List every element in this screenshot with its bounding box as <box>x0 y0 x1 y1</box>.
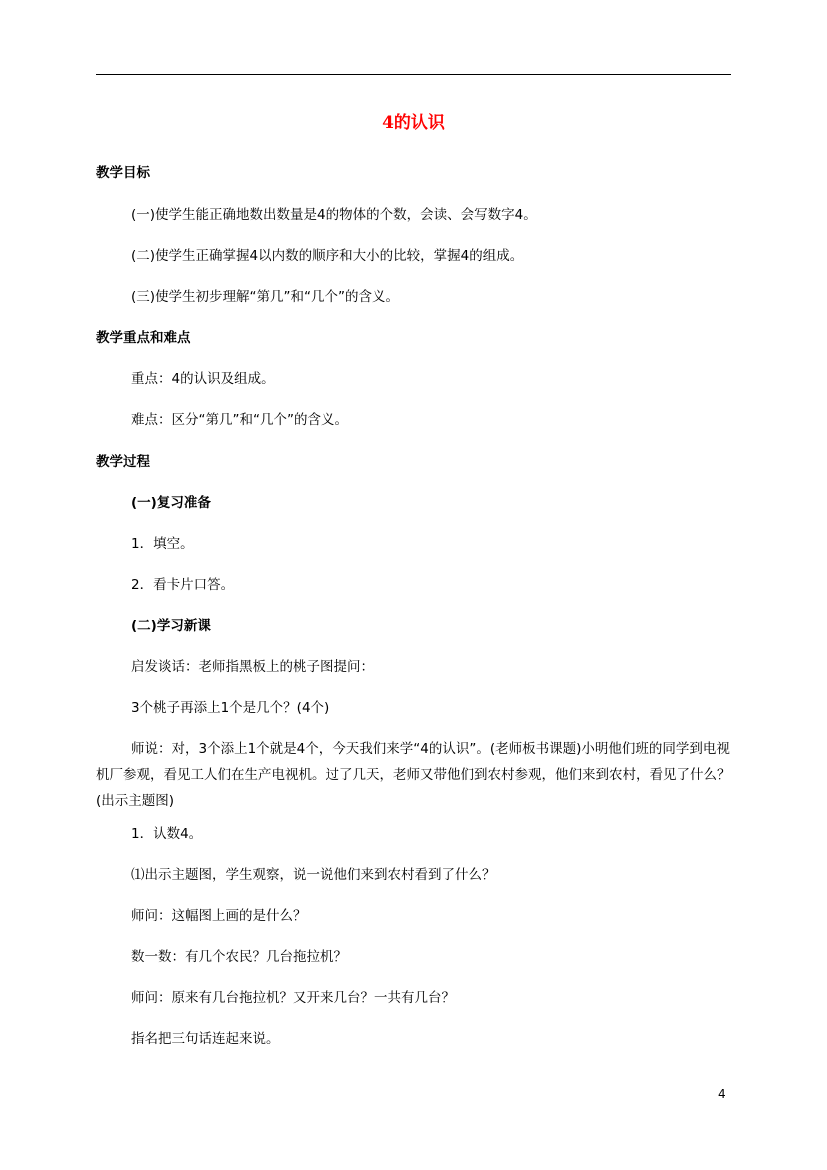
teacher-says-paragraph: 师说：对，3个添上1个就是4个，今天我们来学“4的认识”。(老师板书课题)小明他们班的同学到电视机厂参观，看见工人们在生产电视机。过了几天，老师又带他们到农村参观，他们来到农村，看见了什么？(出示主题图) <box>96 741 731 809</box>
focus-heading: 教学重点和难点 <box>96 330 191 346</box>
process-heading: 教学过程 <box>96 454 150 470</box>
new-lesson-line: 启发谈话：老师指黑板上的桃子图提问： <box>131 659 374 675</box>
new-lesson-line: 3个桃子再添上1个是几个？(4个) <box>131 700 330 716</box>
page-number: 4 <box>718 1087 726 1101</box>
goal-item: (二)使学生正确掌握4以内数的顺序和大小的比较，掌握4的组成。 <box>131 248 524 264</box>
focus-item: 重点：4的认识及组成。 <box>131 371 275 387</box>
page-title: 4的认识 <box>382 113 445 133</box>
goal-item: (一)使学生能正确地数出数量是4的物体的个数，会读、会写数字4。 <box>131 207 537 223</box>
goal-item: (三)使学生初步理解“第几”和“几个”的含义。 <box>131 289 400 305</box>
review-item: 1．填空。 <box>131 536 194 552</box>
header-rule <box>96 74 731 75</box>
goals-heading: 教学目标 <box>96 165 150 181</box>
lesson-line: 指名把三句话连起来说。 <box>131 1031 280 1047</box>
new-lesson-heading: (二)学习新课 <box>131 618 211 634</box>
focus-item: 难点：区分“第几”和“几个”的含义。 <box>131 412 348 428</box>
lesson-line: 1．认数4。 <box>131 826 203 842</box>
review-item: 2．看卡片口答。 <box>131 577 235 593</box>
lesson-line: 数一数：有几个农民？几台拖拉机？ <box>131 949 347 965</box>
lesson-line: 师问：原来有几台拖拉机？又开来几台？一共有几台？ <box>131 990 455 1006</box>
review-heading: (一)复习准备 <box>131 495 211 511</box>
lesson-line: ⑴出示主题图，学生观察，说一说他们来到农村看到了什么？ <box>131 867 496 883</box>
lesson-line: 师问：这幅图上画的是什么？ <box>131 908 307 924</box>
